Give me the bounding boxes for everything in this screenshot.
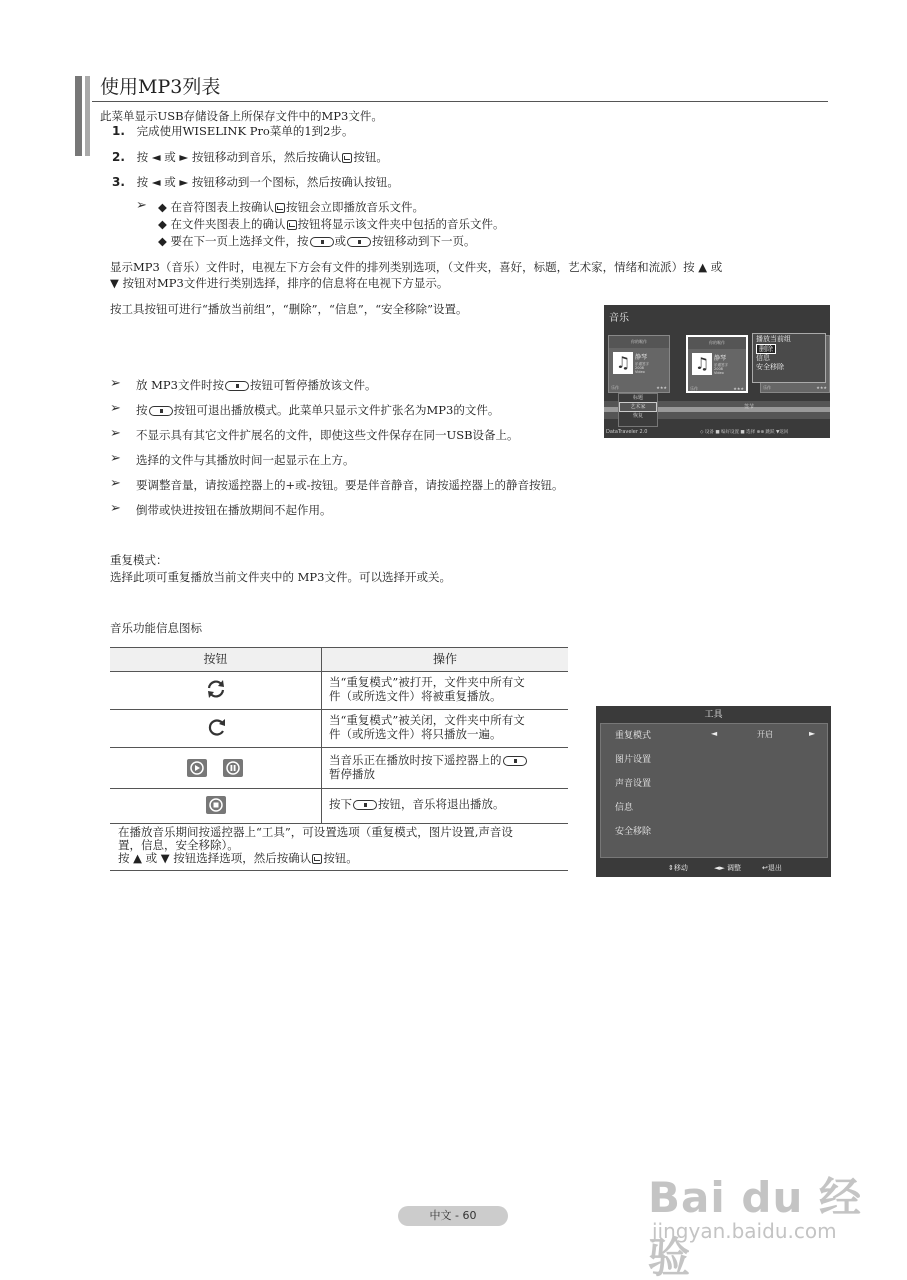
row2-line2: 件（或所选文件）将只播放一遍。 <box>329 727 502 741</box>
bullet-5: 要调整音量，请按遥控器上的+或-按钮。要是伴音静音，请按遥控器上的静音按钮。 <box>136 478 564 492</box>
table-col-action: 操作 <box>432 652 457 666</box>
music-screen: 音乐 你的喉作 ♫ 静琴 乐谱签字 2008 Video 乐作 ★★★ 你的喉作 ♫ 静琴 乐谱签字 2008 Video 乐作 ★★★ 乐作 ★★★ 播放当前组 删除 信息 安全移除 标题 艺术家 恢复 签节 DataTraveler 2.0 ◇ 设备 ■ 编好设置 ■ 选择 ⊕⊕ 跳跃 ▼返回 <box>604 305 830 438</box>
icon-table <box>110 647 568 871</box>
bullet-arrow-icon: ➢ <box>110 451 121 466</box>
row1-line2: 件（或所选文件）将被重复播放。 <box>329 689 502 703</box>
para2: 按工具按钮可进行“播放当前组”，“删除”，“信息”，“安全移除”设置。 <box>110 302 468 316</box>
page-key-icon <box>310 237 334 247</box>
note-2: ◆ 在文件夹图表上的确认 按钮将显示该文件夹中包括的音乐文件。 <box>158 217 505 231</box>
tools-row-remove[interactable]: 安全移除 <box>615 827 652 837</box>
stop-icon <box>205 795 227 815</box>
header-bar-light <box>85 76 90 156</box>
bullet-arrow-icon: ➢ <box>110 426 121 441</box>
table-col-button: 按钮 <box>203 652 228 666</box>
row1-line1: 当“重复模式”被打开，文件夹中所有文 <box>329 675 525 689</box>
step-text: 按 ◄ 或 ► 按钮移动到音乐，然后按确认 <box>136 150 342 164</box>
bullet-2: 按 按钮可退出播放模式。此菜单只显示文件扩张名为MP3的文件。 <box>136 403 500 417</box>
tools-footer-exit: ↩退出 <box>762 864 782 872</box>
page-title: 使用MP3列表 <box>100 76 221 98</box>
music-note-icon: ♫ <box>692 353 712 375</box>
bullet-arrow-icon: ➢ <box>110 401 121 416</box>
intro-text: 此菜单显示USB存储设备上所保存文件中的MP3文件。 <box>100 109 383 123</box>
step-number: 1. <box>112 124 125 138</box>
tools-row-sound[interactable]: 声音设置 <box>615 779 652 789</box>
header-bar-dark <box>75 76 82 156</box>
tools-row-picture[interactable]: 图片设置 <box>615 755 652 765</box>
right-arrow-icon[interactable]: ► <box>809 729 816 738</box>
table-foot-line2: 置，信息，安全移除）。 <box>118 838 239 852</box>
enter-icon <box>287 220 297 230</box>
bullet-6: 倒带或快进按钮在播放期间不起作用。 <box>136 503 332 517</box>
tools-row-repeat[interactable]: 重复模式 <box>615 731 652 741</box>
watermark-logo: Bai du 经验 <box>648 1173 862 1280</box>
table-foot-line3: 按 ▲ 或 ▼ 按钮选择选项，然后按确认 按钮。 <box>118 851 358 865</box>
tools-footer-move: ⇕移动 <box>668 864 688 872</box>
step-text-b: 按钮。 <box>353 150 388 164</box>
step-1 <box>112 124 354 138</box>
row4-text: 按下 按钮，音乐将退出播放。 <box>329 797 505 811</box>
music-card-partial: 乐作 ★★★ <box>760 335 830 393</box>
step-3 <box>112 175 399 189</box>
bullet-4: 选择的文件与其播放时间一起显示在上方。 <box>136 453 355 467</box>
row2-line1: 当“重复模式”被关闭，文件夹中所有文 <box>329 713 525 727</box>
note-3: ◆ 要在下一页上选择文件，按 或 按钮移动到下一页。 <box>158 234 476 248</box>
play-icon <box>186 758 208 778</box>
tools-popup-menu: 播放当前组 删除 信息 安全移除 <box>752 333 826 383</box>
bullet-3: 不显示具有其它文件扩展名的文件，即使这些文件保存在同一USB设备上。 <box>136 428 519 442</box>
bullet-1: 放 MP3文件时按 按钮可暂停播放该文件。 <box>136 378 377 392</box>
note-1: ◆ 在音符图表上按确认 按钮会立即播放音乐文件。 <box>158 200 424 214</box>
repeat-off-icon <box>206 716 228 738</box>
table-heading: 音乐功能信息图标 <box>110 621 202 635</box>
music-card-selected: 你的喉作 ♫ 静琴 乐谱签字 2008 Video 乐作 ★★★ <box>686 335 748 393</box>
music-screen-title: 音乐 <box>609 313 629 324</box>
music-card: 你的喉作 ♫ 静琴 乐谱签字 2008 Video 乐作 ★★★ <box>608 335 670 393</box>
bullet-arrow-icon: ➢ <box>110 476 121 491</box>
left-arrow-icon[interactable]: ◄ <box>711 729 718 738</box>
page-key-icon <box>347 237 371 247</box>
step-number: 3. <box>112 175 125 189</box>
stop-key-icon <box>149 406 173 416</box>
note-arrow-icon: ➢ <box>136 198 147 213</box>
enter-icon <box>342 153 352 163</box>
device-name: DataTraveler 2.0 <box>606 429 648 435</box>
watermark <box>640 1155 870 1280</box>
sort-selector: 标题 艺术家 恢复 <box>618 393 658 427</box>
pause-icon <box>222 758 244 778</box>
tools-panel <box>596 706 831 877</box>
step-number: 2. <box>112 150 125 164</box>
repeat-heading: 重复模式： <box>110 553 168 567</box>
repeat-value: 开启 <box>757 730 773 739</box>
row3-line2: 暂停播放 <box>329 767 375 781</box>
enter-icon <box>275 203 285 213</box>
bullet-arrow-icon: ➢ <box>110 376 121 391</box>
tools-list <box>600 723 828 858</box>
tools-footer-adjust: ◄► 调整 <box>714 864 741 872</box>
step-text: 完成使用WISELINK Pro菜单的1到2步。 <box>136 124 354 138</box>
tools-row-info[interactable]: 信息 <box>615 803 634 813</box>
table-foot-line1: 在播放音乐期间按遥控器上“工具”，可设置选项（重复模式，图片设置,声音设 <box>118 825 513 839</box>
watermark-url: jingyan.baidu.com <box>652 1219 837 1243</box>
pause-key-icon <box>225 381 249 391</box>
bullet-arrow-icon: ➢ <box>110 501 121 516</box>
enter-icon <box>312 854 322 864</box>
tools-title: 工具 <box>704 710 723 720</box>
stop-key-icon <box>353 800 377 810</box>
repeat-on-icon <box>204 677 228 701</box>
page-number: 中文 - 60 <box>398 1206 508 1226</box>
repeat-text: 选择此项可重复播放当前文件夹中的 MP3文件。可以选择开或关。 <box>110 570 451 584</box>
music-footer-hints: ◇ 设备 ■ 编好设置 ■ 选择 ⊕⊕ 跳跃 ▼返回 <box>700 430 789 435</box>
title-rule <box>92 101 828 102</box>
pause-key-icon <box>503 756 527 766</box>
row3-line1: 当音乐正在播放时按下遥控器上的 <box>329 754 528 767</box>
music-note-icon: ♫ <box>613 352 633 374</box>
step-2 <box>112 150 388 164</box>
para1-line2: ▼ 按钮对MP3文件进行类别选择，排序的信息将在电视下方显示。 <box>110 276 449 290</box>
step-text: 按 ◄ 或 ► 按钮移动到一个图标，然后按确认按钮。 <box>136 175 399 189</box>
para1-line1: 显示MP3（音乐）文件时，电视左下方会有文件的排列类别选项，（文件夹，喜好，标题，艺术家，情绪和流派）按 ▲ 或 <box>110 260 723 274</box>
